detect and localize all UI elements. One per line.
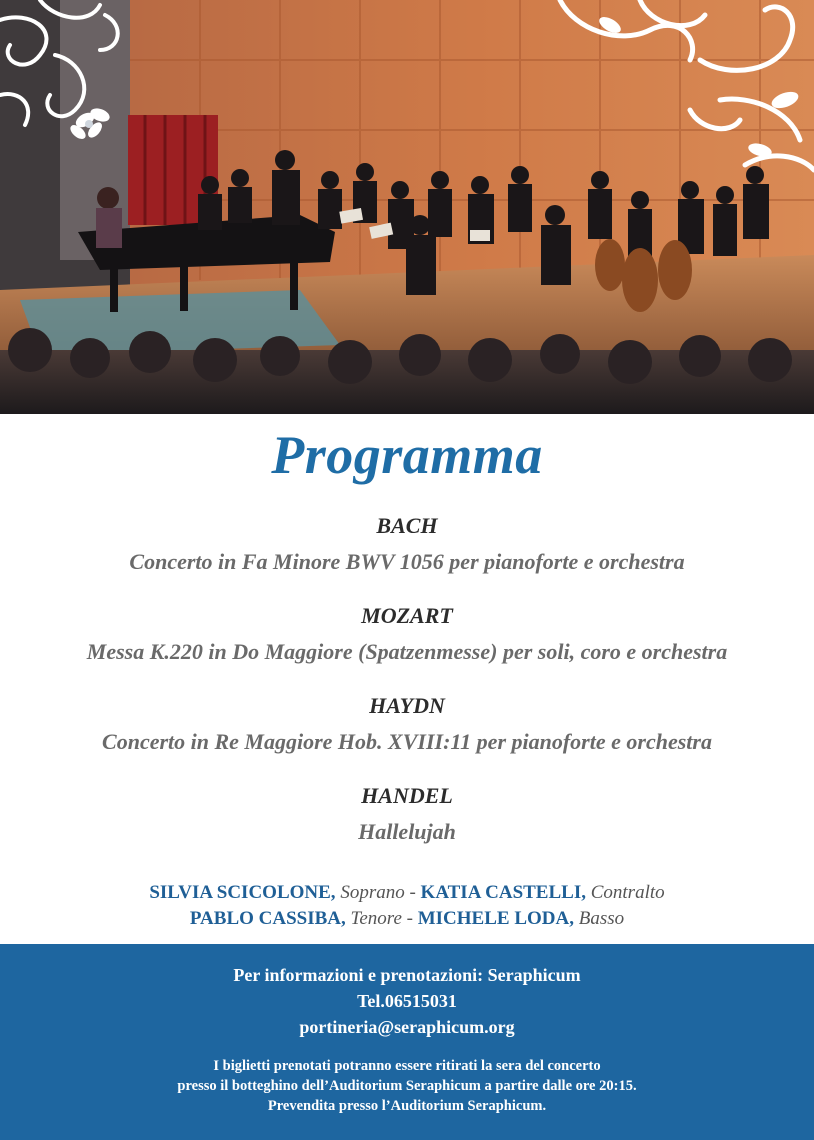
soloists-line: [0, 906, 814, 932]
program-item: [0, 510, 814, 600]
program-list: [0, 510, 814, 870]
separator: -: [401, 908, 418, 929]
soloist-role: Contralto: [590, 882, 665, 903]
composer-name: MOZART: [361, 603, 453, 628]
composer-name: HAYDN: [369, 693, 445, 718]
phone-number: Tel.06515031: [357, 991, 457, 1011]
soloist-name: SILVIA SCICOLONE,: [149, 882, 336, 903]
composer-name: BACH: [376, 513, 438, 538]
info-line: Per informazioni e prenotazioni: Seraphicum: [233, 965, 581, 985]
soloists-line: [0, 880, 814, 906]
program-item: [0, 600, 814, 690]
orchestra-scene-illustration: [0, 0, 814, 414]
info-footer: [0, 944, 814, 1140]
soloist-name: MICHELE LODA,: [417, 908, 574, 929]
contact-info: [0, 944, 814, 1040]
composer-name: HANDEL: [361, 783, 453, 808]
work-title: Concerto in Re Maggiore Hob. XVIII:11 per pianoforte e orchestra: [102, 729, 712, 754]
ticket-note: [0, 1056, 814, 1116]
program-item: [0, 690, 814, 780]
soloists-list: [0, 880, 814, 932]
email-address: portineria@seraphicum.org: [299, 1017, 515, 1037]
soloist-name: KATIA CASTELLI,: [420, 882, 586, 903]
note-line: Prevendita presso l’Auditorium Seraphicum.: [267, 1098, 547, 1114]
program-item: [0, 780, 814, 870]
note-line: I biglietti prenotati potranno essere ritirati la sera del concerto: [213, 1058, 601, 1074]
work-title: Hallelujah: [358, 819, 456, 844]
separator: -: [404, 882, 421, 903]
soloist-role: Soprano: [340, 882, 405, 903]
work-title: Messa K.220 in Do Maggiore (Spatzenmesse) per soli, coro e orchestra: [86, 639, 728, 664]
note-line: presso il botteghino dell’Auditorium Seraphicum a partire dalle ore 20:15.: [177, 1078, 637, 1094]
soloist-role: Tenore: [350, 908, 402, 929]
work-title: Concerto in Fa Minore BWV 1056 per pianoforte e orchestra: [129, 549, 685, 574]
page-title: Programma: [271, 425, 543, 485]
soloist-role: Basso: [578, 908, 625, 929]
concert-photo: [0, 0, 814, 414]
soloist-name: PABLO CASSIBA,: [189, 908, 346, 929]
